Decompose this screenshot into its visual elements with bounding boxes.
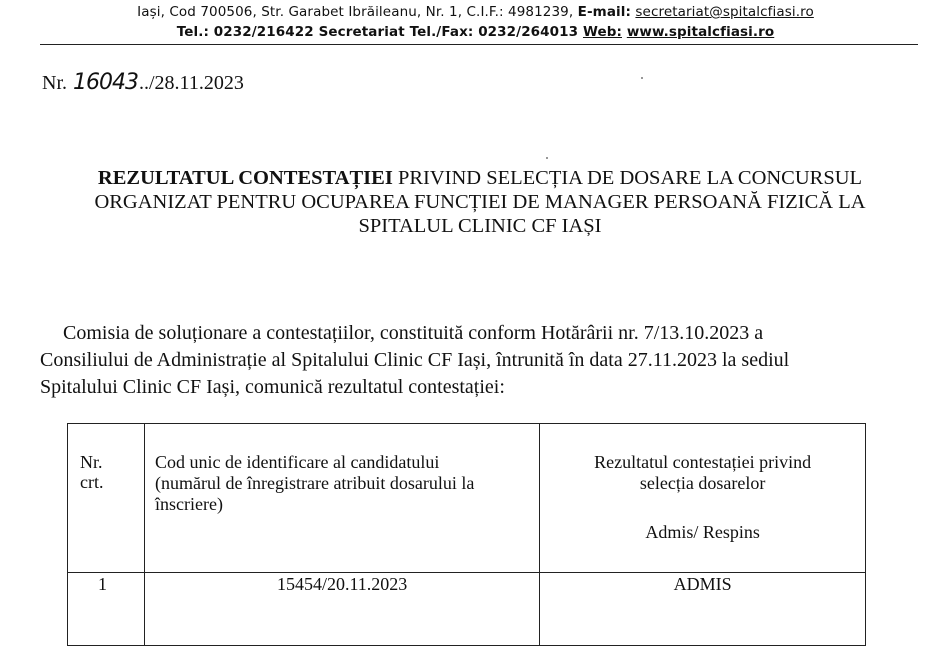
table-header-row (68, 424, 866, 573)
table-row (68, 573, 866, 646)
body-line-1: Comisia de soluționare a contestațiilor, constituită conform Hotărârii nr. 7/13.10.2023 a (63, 322, 764, 344)
header-rezultat: Rezultatul contestației privind selecția dosarelor Admis/ Respins (540, 424, 866, 573)
tel-label: Tel.: (176, 24, 209, 40)
body-paragraph (40, 320, 920, 401)
body-line-2: Consiliului de Administrație al Spitalului Clinic CF Iași, întrunită în data 27.11.2023 la sediul (40, 349, 790, 371)
secretariat-label: Secretariat Tel./Fax: (318, 24, 474, 40)
scan-speck (546, 157, 548, 159)
secretariat-fax: 0232/264013 (478, 24, 579, 40)
handwritten-number: 16043 (73, 70, 138, 95)
nr-label: Nr. (42, 72, 67, 94)
title-line-2: ORGANIZAT PENTRU OCUPAREA FUNCȚIEI DE MANAGER PERSOANĂ FIZICĂ LA (94, 191, 866, 213)
header-divider (40, 44, 918, 45)
document-date: ../28.11.2023 (139, 72, 244, 94)
scan-speck (641, 77, 643, 79)
header-contact-line (0, 24, 951, 40)
title-bold: REZULTATUL CONTESTAȚIEI (97, 167, 393, 189)
header-nr-crt: Nr. crt. (68, 424, 145, 573)
web-link[interactable]: www.spitalcfiasi.ro (626, 24, 775, 40)
email-label: E-mail: (577, 4, 632, 20)
cell-cod: 15454/20.11.2023 (145, 573, 540, 646)
results-table (67, 423, 866, 646)
title-line-1 (40, 166, 920, 190)
email-link[interactable]: secretariat@spitalcfiasi.ro (635, 4, 814, 20)
document-title (40, 166, 920, 238)
header-address-line (0, 4, 951, 20)
tel-value: 0232/216422 (213, 24, 314, 40)
web-label: Web: (582, 24, 622, 40)
body-line-3: Spitalului Clinic CF Iași, comunică rezultatul contestației: (40, 376, 505, 398)
document-number (42, 70, 244, 95)
header-cod-unic: Cod unic de identificare al candidatului (numărul de înregistrare atribuit dosarului la înscriere) (145, 424, 540, 573)
title-rest: PRIVIND SELECȚIA DE DOSARE LA CONCURSUL (392, 167, 863, 189)
title-line-3: SPITALUL CLINIC CF IAȘI (358, 215, 602, 237)
cell-nr: 1 (68, 573, 145, 646)
cell-rezultat: ADMIS (540, 573, 866, 646)
header-address: Iași, Cod 700506, Str. Garabet Ibrăileanu, Nr. 1, C.I.F.: 4981239, (137, 4, 578, 20)
